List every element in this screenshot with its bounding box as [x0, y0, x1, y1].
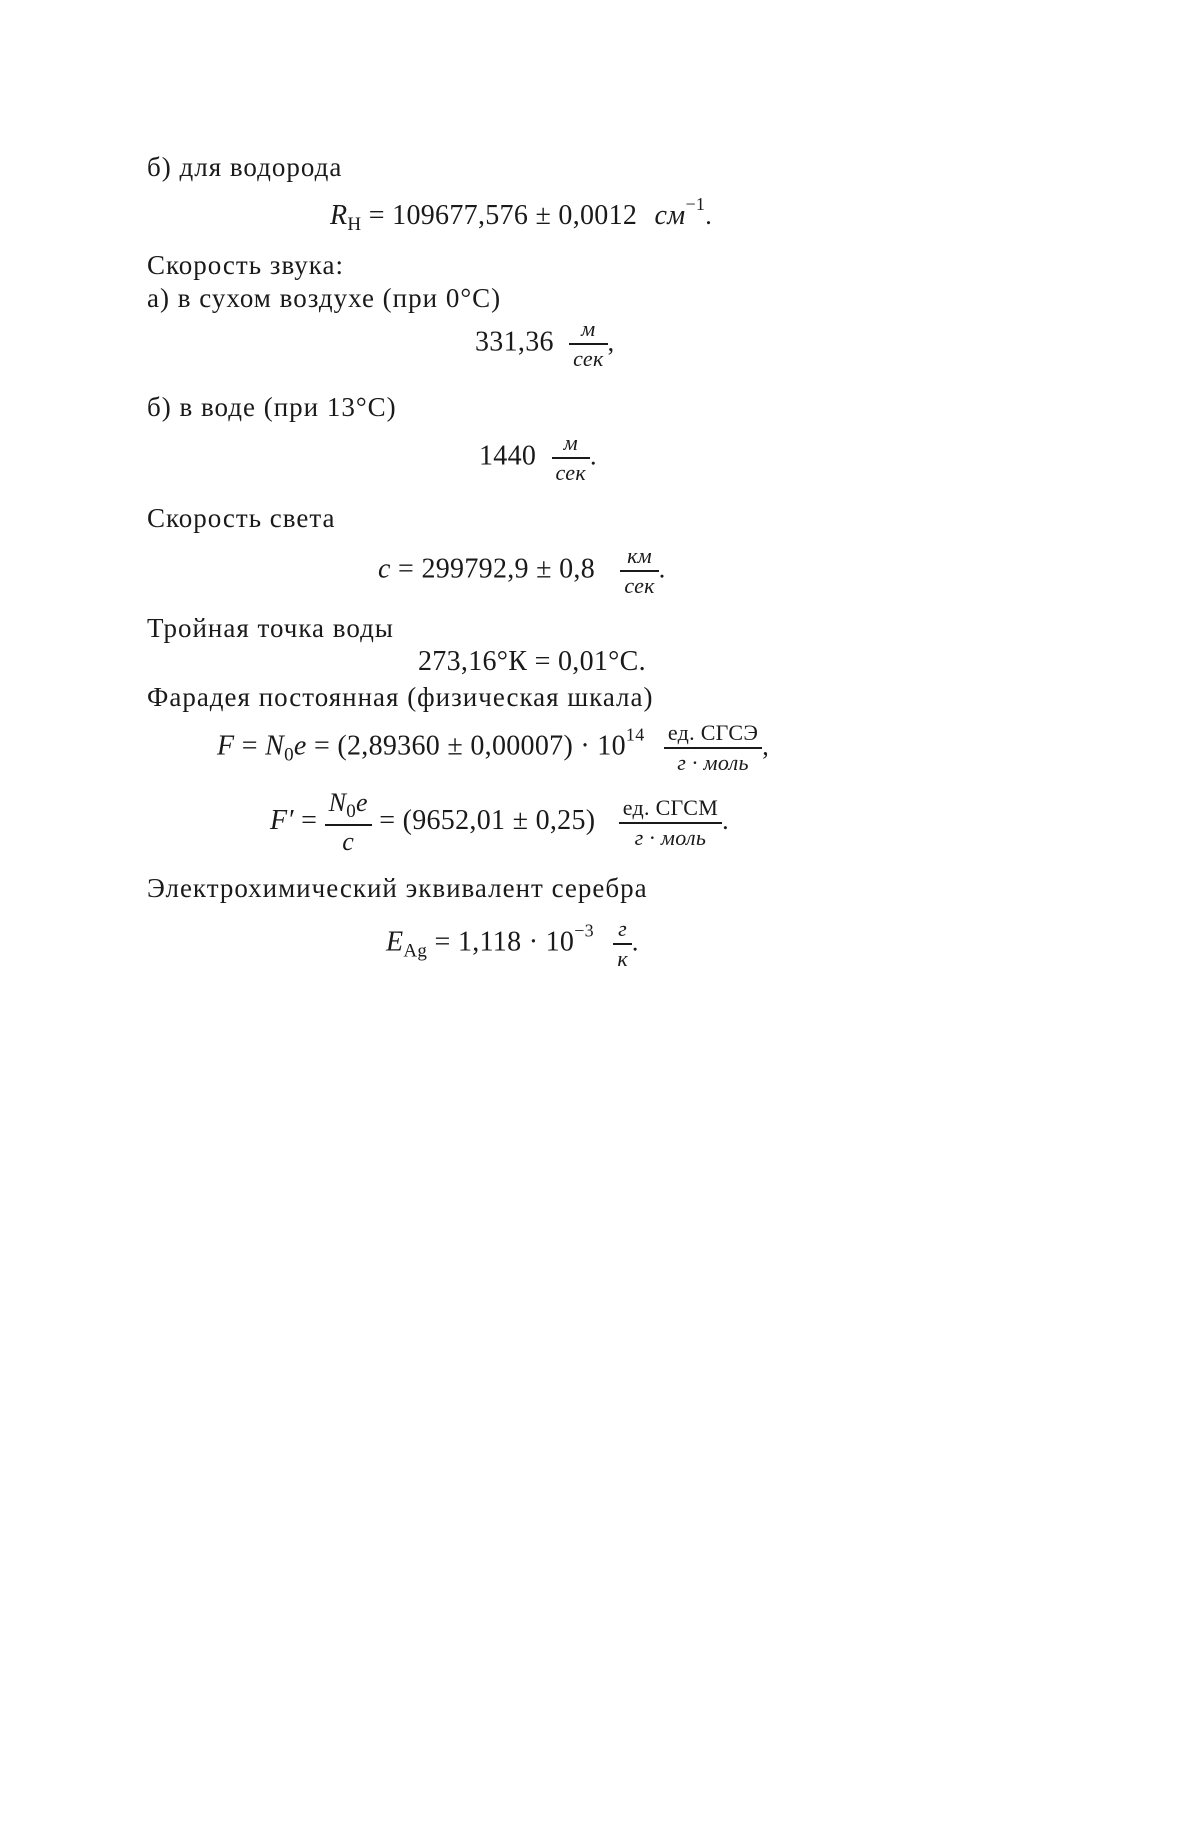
sound-water-label: б) в воде (при 13°С) — [147, 392, 397, 422]
triple-point-heading: Тройная точка воды — [147, 613, 394, 643]
faraday-fprime-unit-numerator: ед. СГСМ — [619, 797, 722, 824]
faraday-f-symbol: F — [217, 730, 235, 762]
rydberg-unit-exponent: −1 — [685, 194, 706, 214]
sound-air-unit-numerator: м — [569, 318, 607, 345]
sound-water-unit-numerator: м — [552, 432, 590, 459]
sound-water-end: . — [589, 441, 597, 471]
light-unit — [620, 545, 658, 597]
faraday-f-end: , — [762, 731, 770, 761]
sound-air-label: а) в сухом воздухе (при 0°С) — [147, 283, 502, 313]
rydberg-unit: см — [654, 200, 686, 231]
faraday-fprime-fraction — [325, 790, 372, 855]
faraday-n-subscript: 0 — [284, 744, 294, 766]
faraday-e-symbol: e — [293, 730, 307, 762]
faraday-fprime-unit-denominator: г · моль — [634, 824, 707, 850]
sound-air-unit-denominator: сек — [573, 346, 604, 371]
faraday-fprime-num-e: e — [356, 788, 368, 817]
rydberg-formula — [330, 195, 712, 234]
sound-air-end: , — [607, 327, 615, 357]
faraday-fprime-equals: = — [301, 804, 318, 836]
faraday-f-unit — [664, 722, 762, 774]
faraday-formula-2 — [270, 790, 729, 855]
faraday-fprime-num-n: N — [328, 788, 347, 817]
silver-symbol: E — [386, 926, 404, 958]
rydberg-value: = 109677,576 ± 0,0012 — [368, 200, 638, 231]
faraday-fprime-num-subscript: 0 — [346, 801, 357, 822]
light-symbol: c — [378, 553, 391, 585]
light-end: . — [658, 554, 666, 584]
sound-water-unit — [552, 432, 590, 484]
silver-unit-numerator: г — [613, 918, 632, 945]
faraday-f-value: = (2,89360 ± 0,00007) · 10 — [313, 730, 626, 762]
faraday-fprime-symbol: F′ — [270, 804, 294, 836]
faraday-f-exponent: 14 — [625, 724, 645, 745]
silver-heading: Электрохимический эквивалент серебра — [147, 873, 648, 903]
rydberg-subscript: H — [347, 214, 362, 235]
rydberg-symbol: R — [330, 200, 348, 231]
sound-air-unit — [569, 318, 607, 370]
silver-unit — [613, 918, 632, 970]
light-formula — [378, 545, 666, 597]
silver-value: = 1,118 · 10 — [434, 926, 575, 958]
faraday-f-unit-numerator: ед. СГСЭ — [664, 722, 762, 749]
sound-heading: Скорость звука: — [147, 250, 344, 280]
faraday-fprime-unit — [619, 794, 722, 850]
faraday-fprime-denominator: c — [342, 827, 355, 856]
faraday-f-unit-denominator: г · моль — [677, 750, 749, 775]
sound-water-formula — [479, 432, 597, 484]
light-value: = 299792,9 ± 0,8 — [398, 553, 596, 585]
faraday-heading: Фарадея постоянная (физическая шкала) — [147, 682, 654, 712]
triple-point-formula: 273,16°К = 0,01°С. — [418, 646, 646, 677]
light-unit-numerator: км — [620, 545, 658, 572]
silver-formula — [386, 918, 639, 970]
light-heading: Скорость света — [147, 503, 336, 533]
light-unit-denominator: сек — [624, 573, 655, 598]
faraday-fprime-value: = (9652,01 ± 0,25) — [379, 804, 596, 836]
sound-air-value: 331,36 — [475, 326, 554, 358]
hydrogen-label: б) для водорода — [147, 152, 343, 182]
silver-unit-denominator: к — [617, 946, 628, 971]
faraday-formula-1 — [217, 722, 769, 774]
rydberg-end: . — [705, 201, 713, 230]
faraday-fprime-end: . — [722, 805, 729, 835]
silver-subscript: Ag — [403, 940, 428, 962]
faraday-f-equals: = — [241, 730, 258, 762]
sound-air-formula — [475, 318, 614, 370]
silver-end: . — [631, 927, 639, 957]
sound-water-value: 1440 — [479, 440, 537, 472]
silver-exponent: −3 — [574, 920, 594, 941]
faraday-n-symbol: N — [265, 730, 285, 762]
sound-water-unit-denominator: сек — [555, 460, 586, 485]
